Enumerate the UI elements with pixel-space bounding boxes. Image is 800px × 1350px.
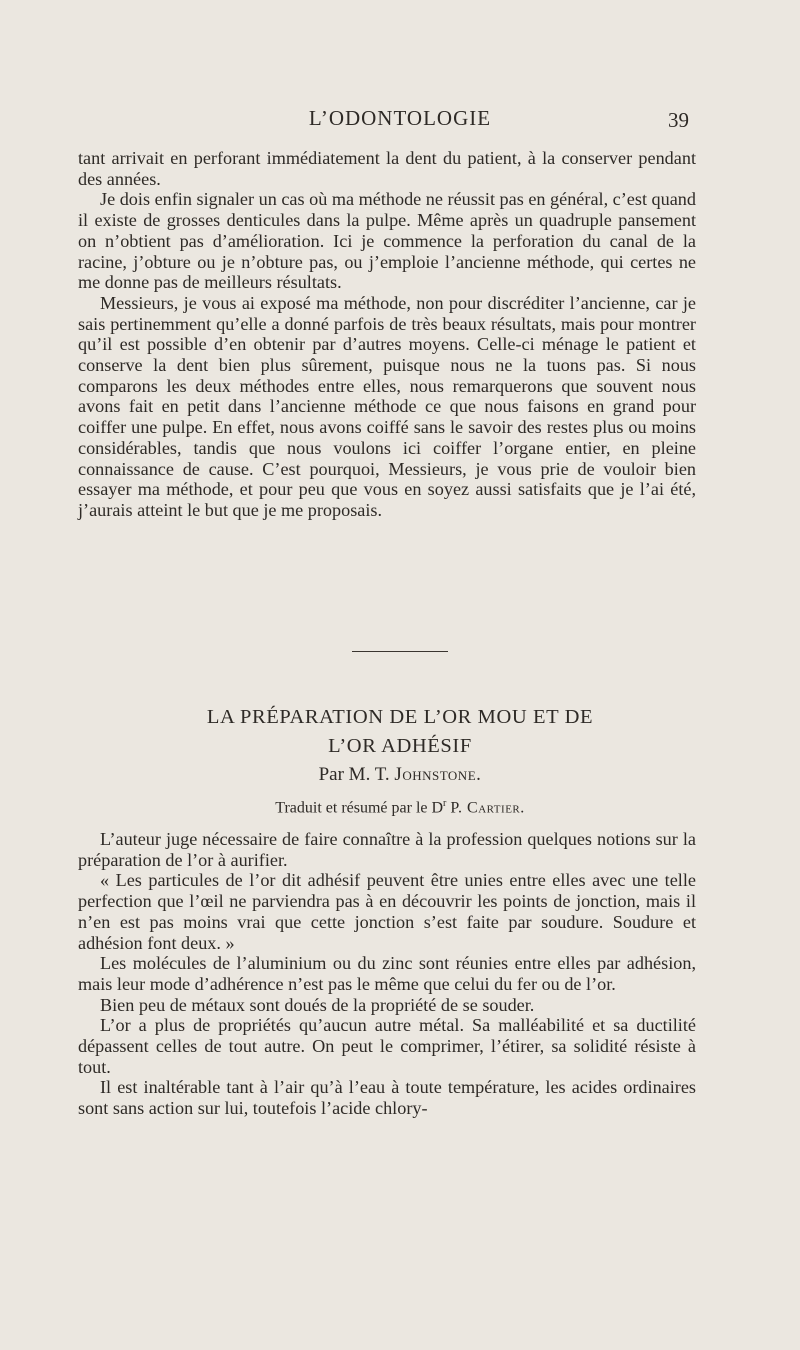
byline-author: Johnstone. — [394, 764, 482, 785]
article-title — [0, 703, 800, 761]
section-divider — [352, 651, 448, 652]
page-number: 39 — [668, 108, 689, 132]
paragraph: Les molécules de l’aluminium ou du zinc sont réunies entre elles par adhésion, mais leur mode d’adhérence n’est pas le même que celui du fer ou de l’or. — [78, 953, 696, 994]
translator-name: P. Cartier. — [450, 799, 525, 817]
byline-prefix: Par M. T. — [318, 764, 390, 785]
translator-credit — [0, 798, 800, 817]
article-title-line-1: LA PRÉPARATION DE L’OR MOU ET DE — [206, 706, 594, 728]
byline — [0, 764, 800, 786]
paragraph: Bien peu de métaux sont doués de la propriété de se souder. — [100, 994, 535, 1015]
paragraph: Je dois enfin signaler un cas où ma méthode ne réussit pas en général, c’est quand il existe de grosses denticules dans la pulpe. Même après un quadruple pansement on n’obtient pas d’amélioration. Ici je commence la perforation du canal de la racine, j’obture ou je n’obture pas, ou j’emploie l’ancienne méthode, qui certes ne me donne pas de meilleurs résultats. — [78, 189, 696, 293]
paragraph: Messieurs, je vous ai exposé ma méthode, non pour discréditer l’ancienne, car je sais pertinemment qu’elle a donné parfois de très beaux résultats, mais pour montrer qu’il est possible d’en obtenir par d’autres moyens. Celle-ci ménage le patient et conserve la dent bien plus sûrement, puisque nous ne la tuons pas. Si nous comparons les deux méthodes entre elles, nous remarquerons que souvent nous avons fait en petit dans l’ancienne méthode ce que nous faisons en grand pour coiffer une pulpe. En effet, nous avons coiffé sans le savoir des restes plus ou moins considérables, tandis que nous voulons ici coiffer l’organe entier, en pleine connaissance de cause. C’est pourquoi, Messieurs, je vous prie de vouloir bien essayer ma méthode, et pour peu que vous en soyez aussi satisfaits que je l’ai été, j’aurais atteint le but que je me proposais. — [78, 292, 696, 520]
article-title-line-2: L’OR ADHÉSIF — [328, 735, 472, 757]
paragraph: « Les particules de l’or dit adhésif peuvent être unies entre elles avec une telle perfection que l’œil ne parviendra pas à en découvrir les points de jonction, mais il n’en est pas moins vrai que cette jonction s’est faite par soudure. Soudure et adhésion font deux. » — [78, 870, 696, 953]
body-text-section-2 — [78, 829, 696, 1119]
body-text-section-1 — [78, 148, 696, 521]
paragraph: L’or a plus de propriétés qu’aucun autre métal. Sa malléabilité et sa ductilité dépassent celles de tout autre. On peut le comprimer, l’étirer, sa solidité résiste à tout. — [78, 1015, 696, 1077]
running-title: L’ODONTOLOGIE — [308, 106, 492, 130]
paragraph: Il est inaltérable tant à l’air qu’à l’eau à toute température, les acides ordinaires sont sans action sur lui, toutefois l’acide chlory- — [78, 1077, 696, 1119]
paragraph: L’auteur juge nécessaire de faire connaître à la profession quelques notions sur la préparation de l’or à aurifier. — [78, 829, 696, 870]
translator-title-sup: r — [443, 798, 447, 809]
paragraph: tant arrivait en perforant immédiatement la dent du patient, à la conserver pendant des années. — [78, 148, 696, 189]
translator-prefix: Traduit et résumé par le D — [275, 799, 444, 817]
